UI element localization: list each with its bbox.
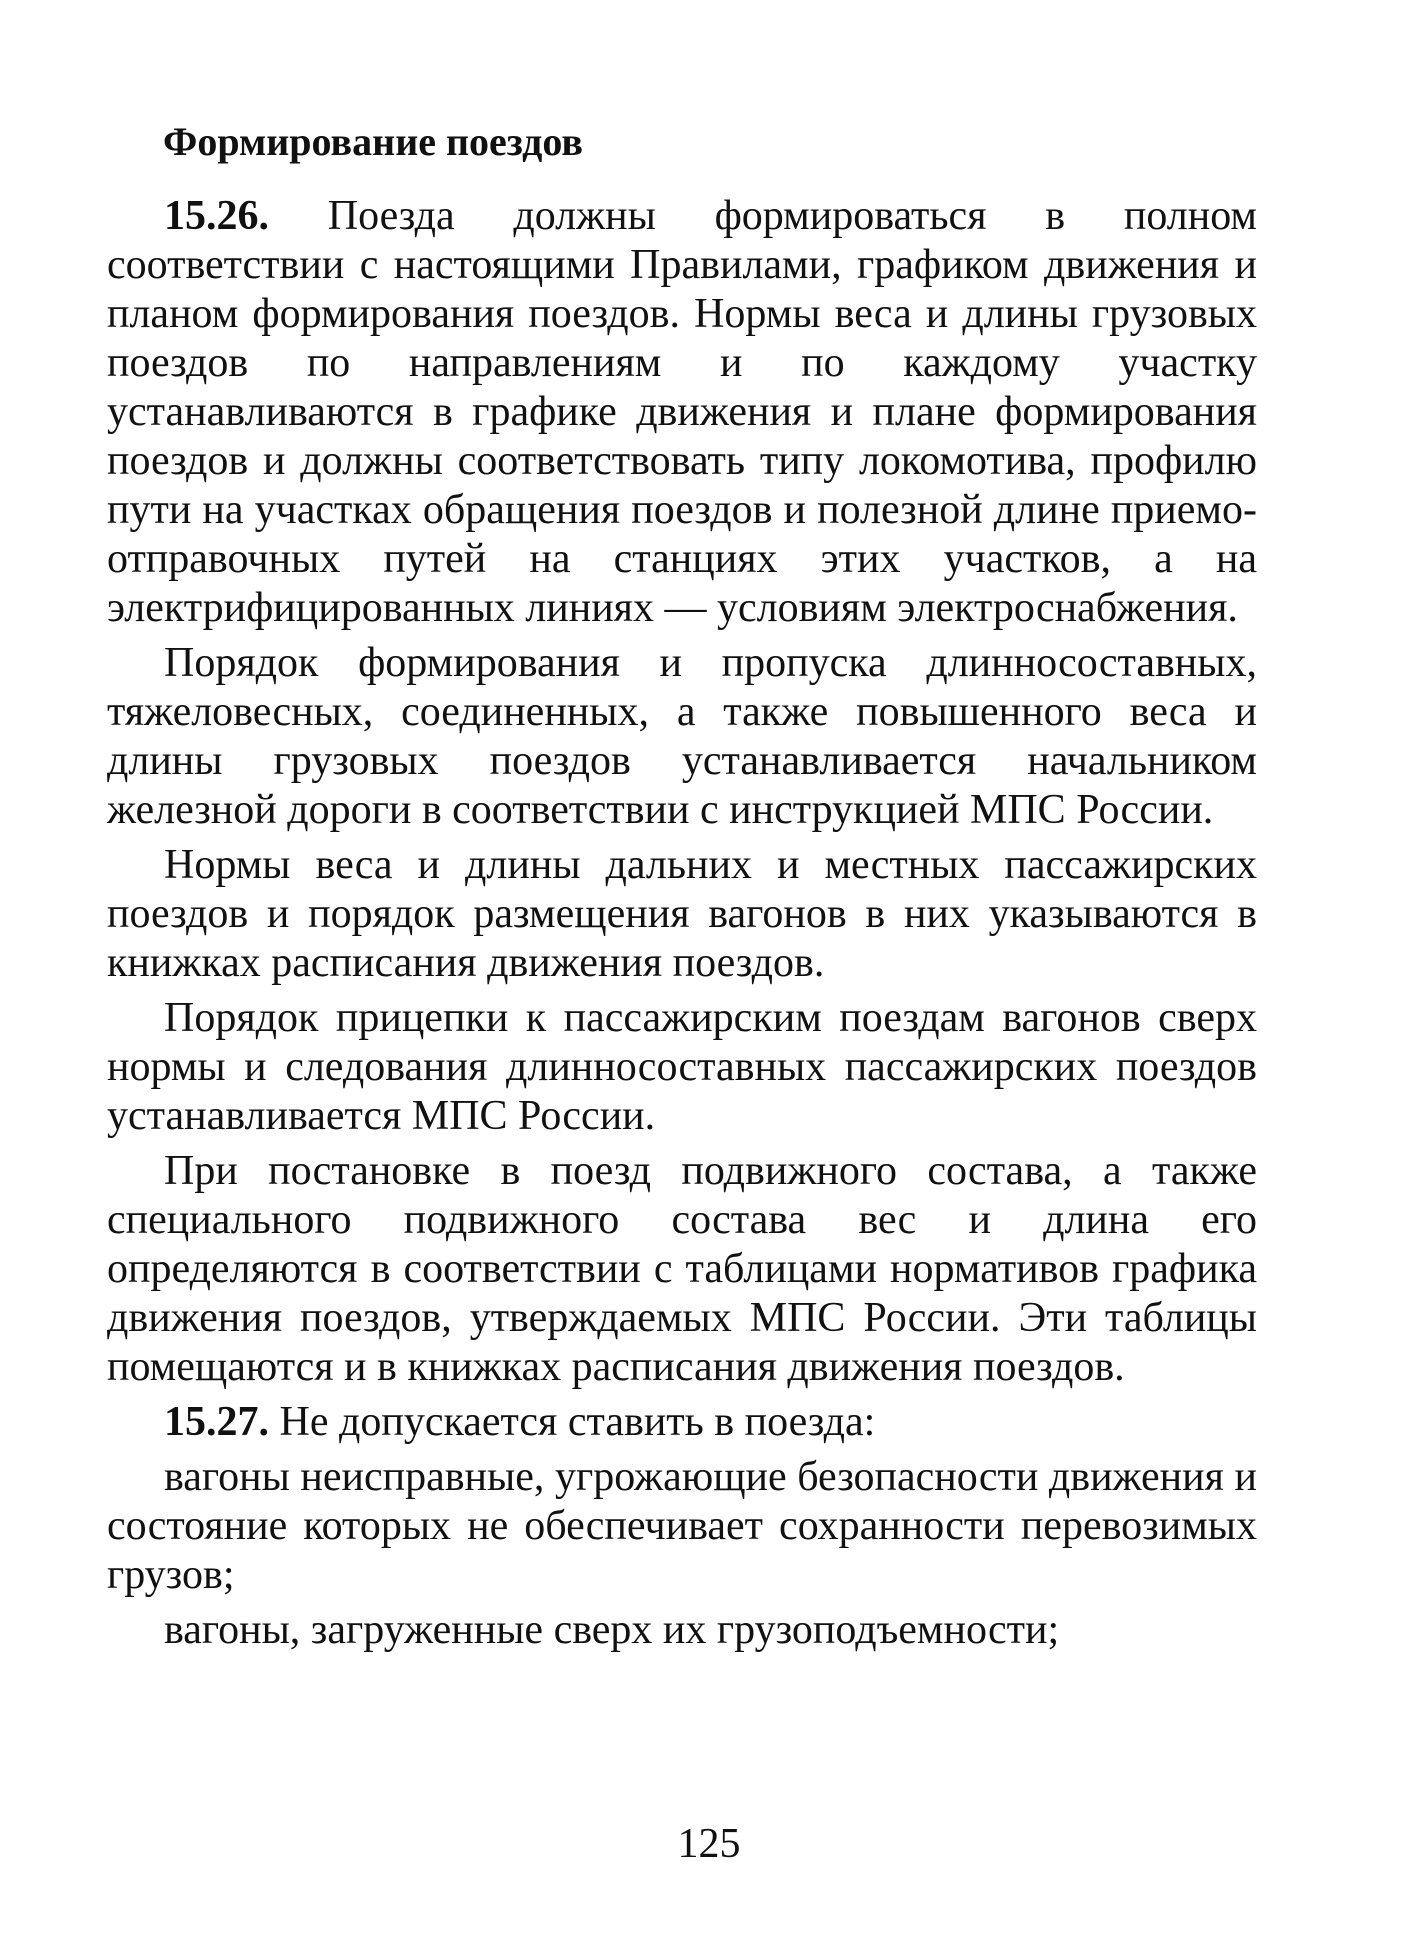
body-text bbox=[107, 192, 1257, 1661]
paragraph-text: Нормы веса и длины дальних и местных пассажирских поездов и порядок размещения вагонов в них указываются в книжках расписания движения поездов. bbox=[107, 842, 1257, 986]
paragraph-text: Поезда должны формироваться в полном соответствии с настоящими Правилами, графиком движения и планом формирования поездов. Нормы веса и длины грузовых поездов по направлениям и по каждому участку устанавливаются в графике движения и плане формирования поездов и должны соответствовать типу локомотива, профилю пути на участках обращения поездов и полезной длине приемо-отправочных путей на станциях этих участков, а на электрифицированных линиях — условиям электроснабжения. bbox=[107, 193, 1257, 631]
paragraph-passenger-norms bbox=[107, 841, 1257, 988]
paragraph-coupling-order bbox=[107, 994, 1257, 1141]
paragraph-rolling-stock bbox=[107, 1147, 1257, 1392]
list-item: вагоны, загруженные сверх их грузоподъемности; bbox=[164, 1607, 1060, 1653]
list-item: вагоны неисправные, угрожающие безопасности движения и состояние которых не обеспечивает сохранности перевозимых грузов; bbox=[107, 1454, 1257, 1598]
paragraph-long-trains bbox=[107, 639, 1257, 835]
paragraph-text: Порядок прицепки к пассажирским поездам вагонов сверх нормы и следования длинносоставных пассажирских поездов устанавливается МПС России. bbox=[107, 995, 1257, 1139]
section-heading: Формирование поездов bbox=[163, 119, 583, 164]
clause-number: 15.27. bbox=[164, 1399, 269, 1445]
paragraph-15-26 bbox=[107, 192, 1257, 633]
paragraph-15-27 bbox=[107, 1398, 1257, 1447]
clause-number: 15.26. bbox=[164, 193, 269, 239]
paragraph-text: При постановке в поезд подвижного состава, а также специального подвижного состава вес и длина его определяются в соответствии с таблицами нормативов графика движения поездов, утверждаемых МПС России. Эти таблицы помещаются и в книжках расписания движения поездов. bbox=[107, 1148, 1257, 1390]
page-number: 125 bbox=[677, 1821, 741, 1867]
paragraph-text: Порядок формирования и пропуска длинносоставных, тяжеловесных, соединенных, а также повышенного веса и длины грузовых поездов устанавливается начальником железной дороги в соответствии с инструкцией МПС России. bbox=[107, 640, 1257, 833]
paragraph-text: Не допускается ставить в поезда: bbox=[269, 1399, 876, 1445]
